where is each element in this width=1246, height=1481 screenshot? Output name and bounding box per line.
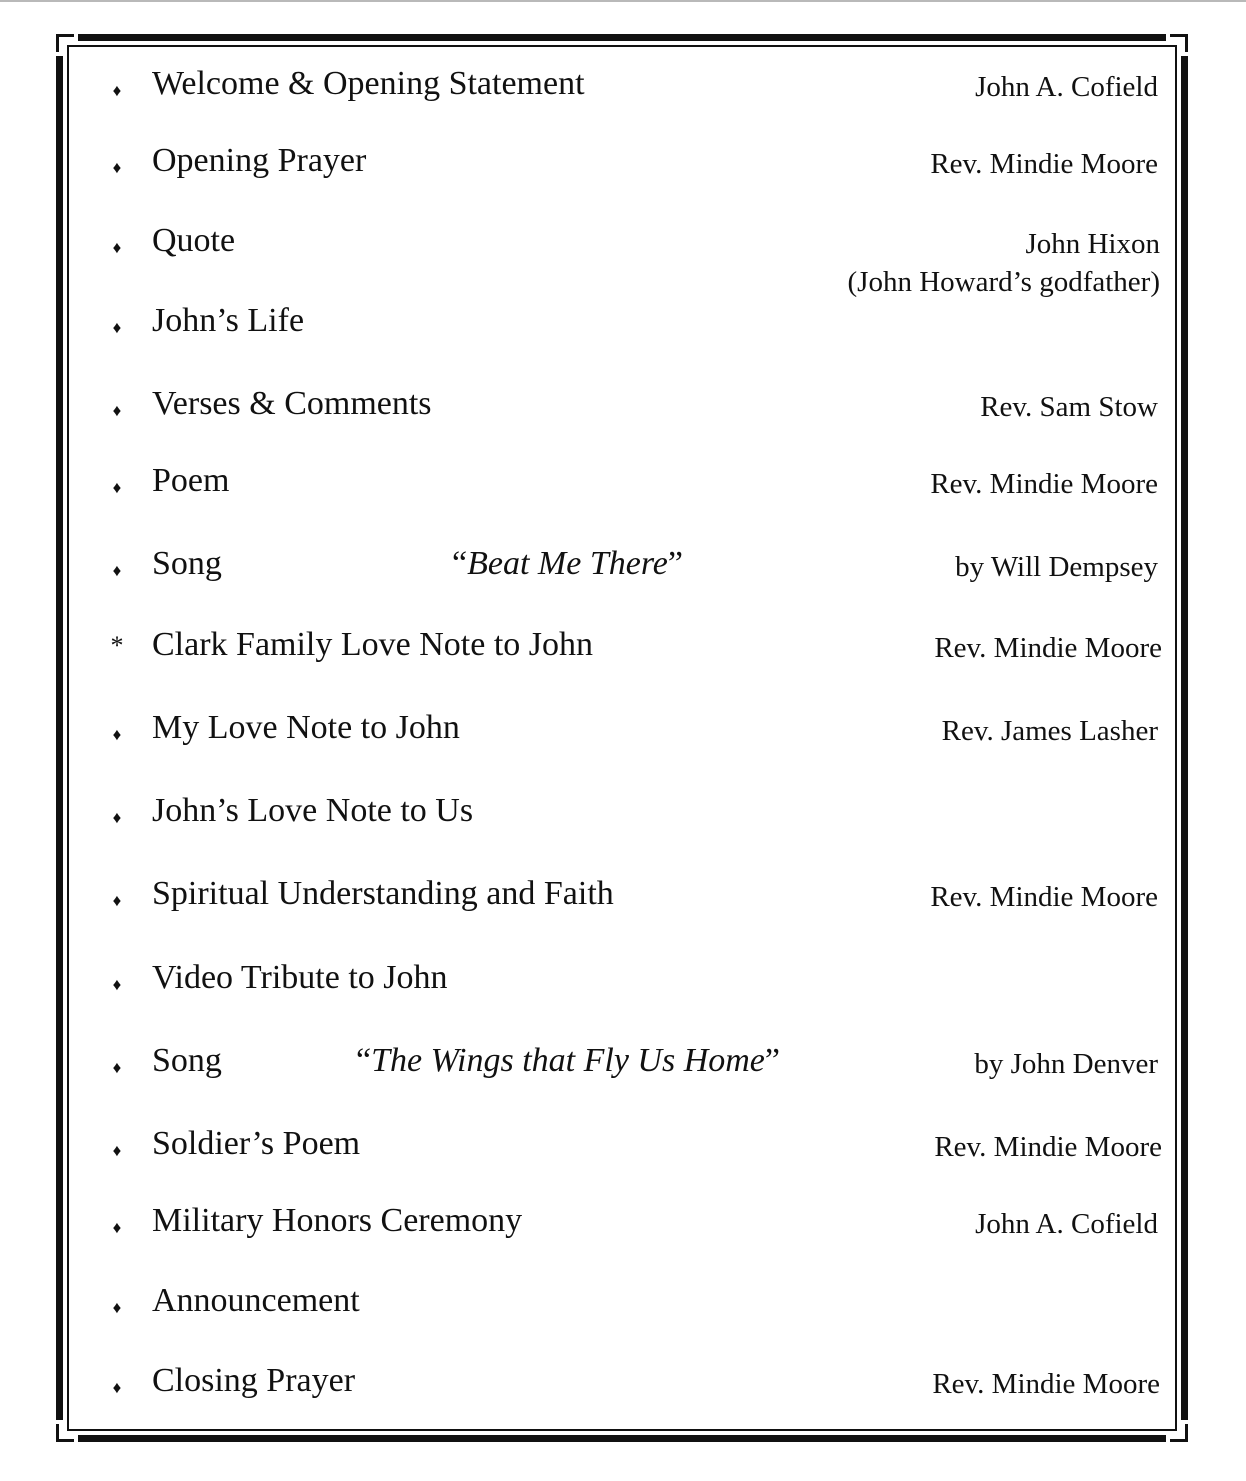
diamond-bullet-icon: ♦ <box>112 318 122 337</box>
diamond-bullet-icon: ♦ <box>112 891 122 910</box>
diamond-bullet-icon: ♦ <box>112 478 122 497</box>
diamond-bullet-icon: ♦ <box>112 1058 122 1077</box>
program-item <box>0 542 1246 602</box>
diamond-bullet-icon: ♦ <box>112 808 122 827</box>
program-item-presenter: Rev. Mindie Moore <box>930 148 1158 180</box>
program-item-label: Spiritual Understanding and Faith <box>152 875 614 912</box>
program-item <box>0 789 1246 849</box>
song-title-text: Beat Me There <box>467 545 668 582</box>
program-item-presenter: John A. Cofield <box>975 1208 1158 1240</box>
program-item-label: Poem <box>152 462 230 499</box>
diamond-bullet-icon: ♦ <box>112 238 122 257</box>
program-item-label: Soldier’s Poem <box>152 1125 361 1162</box>
program-item-label: Quote <box>152 222 236 259</box>
program-item-label: Closing Prayer <box>152 1362 356 1399</box>
asterisk-bullet-icon: * <box>110 631 124 660</box>
program-item-presenter <box>848 225 1160 301</box>
diamond-bullet-icon: ♦ <box>112 1298 122 1317</box>
song-title <box>356 1039 780 1083</box>
program-item-label: Song <box>152 1042 222 1079</box>
program-item-presenter: by John Denver <box>974 1048 1158 1080</box>
diamond-bullet-icon: ♦ <box>112 158 122 177</box>
program-item-presenter: Rev. Mindie Moore <box>930 468 1158 500</box>
presenter-name: John Hixon <box>1025 228 1160 260</box>
program-item <box>0 1279 1246 1339</box>
program-item <box>0 459 1246 519</box>
song-title-open-quote: “ <box>356 1042 372 1079</box>
program-item <box>0 62 1246 122</box>
program-item <box>0 1199 1246 1259</box>
program-item-presenter: John A. Cofield <box>975 71 1158 103</box>
diamond-bullet-icon: ♦ <box>112 401 122 420</box>
program-item-presenter: Rev. Mindie Moore <box>930 881 1158 913</box>
program-item-label: John’s Love Note to Us <box>152 792 474 829</box>
song-title-close-quote: ” <box>764 1042 780 1079</box>
program-item <box>0 1359 1246 1419</box>
program-item-label: Song <box>152 545 222 582</box>
diamond-bullet-icon: ♦ <box>112 81 122 100</box>
diamond-bullet-icon: ♦ <box>112 1141 122 1160</box>
song-title-text: The Wings that Fly Us Home <box>371 1042 765 1079</box>
program-item-label: Military Honors Ceremony <box>152 1202 523 1239</box>
program-item-label: My Love Note to John <box>152 709 460 746</box>
program-item <box>0 1039 1246 1099</box>
diamond-bullet-icon: ♦ <box>112 725 122 744</box>
program-item-label: Clark Family Love Note to John <box>152 626 594 663</box>
program-item-label: Verses & Comments <box>152 385 432 422</box>
diamond-bullet-icon: ♦ <box>112 1378 122 1397</box>
program-item-label: Video Tribute to John <box>152 959 448 996</box>
presenter-note: (John Howard’s godfather) <box>847 266 1160 298</box>
program-item <box>0 623 1246 683</box>
program-item-presenter: Rev. James Lasher <box>941 715 1158 747</box>
program-item-presenter: Rev. Mindie Moore <box>934 1131 1162 1163</box>
program-item <box>0 706 1246 766</box>
program-item <box>0 382 1246 442</box>
program-item-label: Announcement <box>152 1282 360 1319</box>
diamond-bullet-icon: ♦ <box>112 561 122 580</box>
song-title <box>452 542 683 586</box>
song-title-close-quote: ” <box>667 545 683 582</box>
program-item <box>0 139 1246 199</box>
diamond-bullet-icon: ♦ <box>112 1218 122 1237</box>
program-item <box>0 299 1246 359</box>
program-item <box>0 956 1246 1016</box>
program-item <box>0 219 1246 309</box>
program-item-presenter: Rev. Mindie Moore <box>932 1368 1160 1400</box>
song-title-open-quote: “ <box>452 545 468 582</box>
program-item <box>0 872 1246 932</box>
program-item-presenter: Rev. Sam Stow <box>980 391 1158 423</box>
diamond-bullet-icon: ♦ <box>112 975 122 994</box>
program-item-presenter: Rev. Mindie Moore <box>934 632 1162 664</box>
program-item-label: Welcome & Opening Statement <box>152 65 585 102</box>
program-item-label: Opening Prayer <box>152 142 367 179</box>
program-item <box>0 1122 1246 1182</box>
program-item-label: John’s Life <box>152 302 305 339</box>
program-item-presenter: by Will Dempsey <box>955 551 1158 583</box>
